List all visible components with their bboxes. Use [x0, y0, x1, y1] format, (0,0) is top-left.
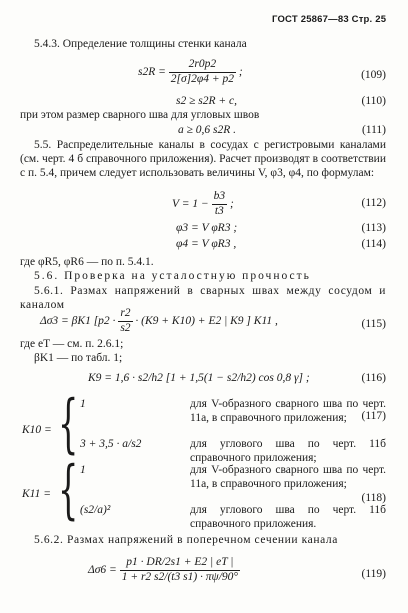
equation-115: Δσ3 = βK1 [p2 · $\frac{r2}{s2}$ · (K9 + K10) + E2 | K9 ] K11 ,: [40, 307, 278, 334]
k11-case-1-value: 1: [80, 464, 86, 476]
k10-case-2-text: для углового шва по черт. 11б справочного приложения;: [190, 438, 386, 464]
weld-size-note: при этом размер сварного шва для угловых швов: [20, 109, 260, 121]
equation-112: V = 1 − $\frac{b3}{t3}$ ;: [172, 190, 234, 217]
equation-113: φ3 = V φR3 ;: [176, 222, 238, 234]
equation-number-113: (113): [361, 222, 386, 234]
k10-case-1-text: для V-образного сварного шва по черт. 11а, в справочного приложения;: [190, 398, 386, 424]
equation-number-116: (116): [361, 372, 386, 384]
k10-case-2-value: 3 + 3,5 · a/s2: [80, 438, 142, 450]
equation-116: K9 = 1,6 · s2/h2 [1 + 1,5(1 − s2/h2) cos 0,8 γ] ;: [88, 372, 310, 384]
k11-brace: {: [58, 453, 79, 527]
k11-case-1-text: для V-образного сварного шва по черт. 11а, в справочного приложения;: [190, 464, 386, 490]
equation-number-118: (118): [361, 492, 386, 504]
beta-note: βK1 — по табл. 1;: [34, 352, 123, 364]
page-header: ГОСТ 25867—83 Стр. 25: [272, 14, 387, 25]
equation-119: Δσ6 = $\frac{p1 \cdot DR/2s1 + E2 | eT |}{1 + r2 s2/(t3 s1) \cdot \pi\psi/90^\circ}$: [88, 556, 238, 583]
equation-number-119: (119): [361, 568, 386, 580]
section-5-4-3: 5.4.3. Определение толщины стенки канала: [34, 38, 247, 50]
equation-number-110: (110): [361, 95, 386, 107]
k11-label: K11 =: [22, 488, 51, 500]
where-et-note: где eT — см. п. 2.6.1;: [20, 338, 124, 350]
section-5-6-1-text: 5.6.1. Размах напряжений в сварных швах между сосудом и каналом: [20, 285, 386, 311]
equation-number-117: (117): [361, 410, 386, 422]
equation-111: a ≥ 0,6 s2R .: [178, 124, 237, 136]
section-5-6-heading: 5.6. Проверка на усталостную прочность: [34, 270, 311, 282]
equation-114: φ4 = V φR3 ,: [176, 238, 237, 250]
section-5-6-2: 5.6.2. Размах напряжений в поперечном сечении канала: [34, 534, 338, 546]
where-phi-note: где φR5, φR6 — по п. 5.4.1.: [20, 256, 154, 268]
equation-number-114: (114): [361, 238, 386, 250]
k10-brace: {: [58, 387, 79, 461]
equation-110: s2 ≥ s2R + c,: [176, 95, 238, 107]
equation-number-109: (109): [361, 69, 386, 81]
equation-number-112: (112): [361, 197, 386, 209]
equation-number-111: (111): [361, 124, 386, 136]
section-5-5-text: 5.5. Распределительные каналы в сосудах с регистровыми каналами (см. черт. 4 б справочного приложения). Расчет производят в соответствии с п. 5.4, причем следует использовать величины V, φ3, φ4, по формулам:: [20, 139, 386, 179]
equation-109: s2R = $\frac{2r0p2}{2[\sigma]2\varphi 4 + p2}$ ;: [138, 58, 243, 85]
k11-case-2-text: для углового шва по черт. 11б справочного приложения.: [190, 504, 386, 530]
k11-case-2-value: (s2/a)²: [80, 504, 111, 516]
k10-label: K10 =: [22, 424, 52, 436]
equation-number-115: (115): [361, 318, 386, 330]
k10-case-1-value: 1: [80, 398, 86, 410]
